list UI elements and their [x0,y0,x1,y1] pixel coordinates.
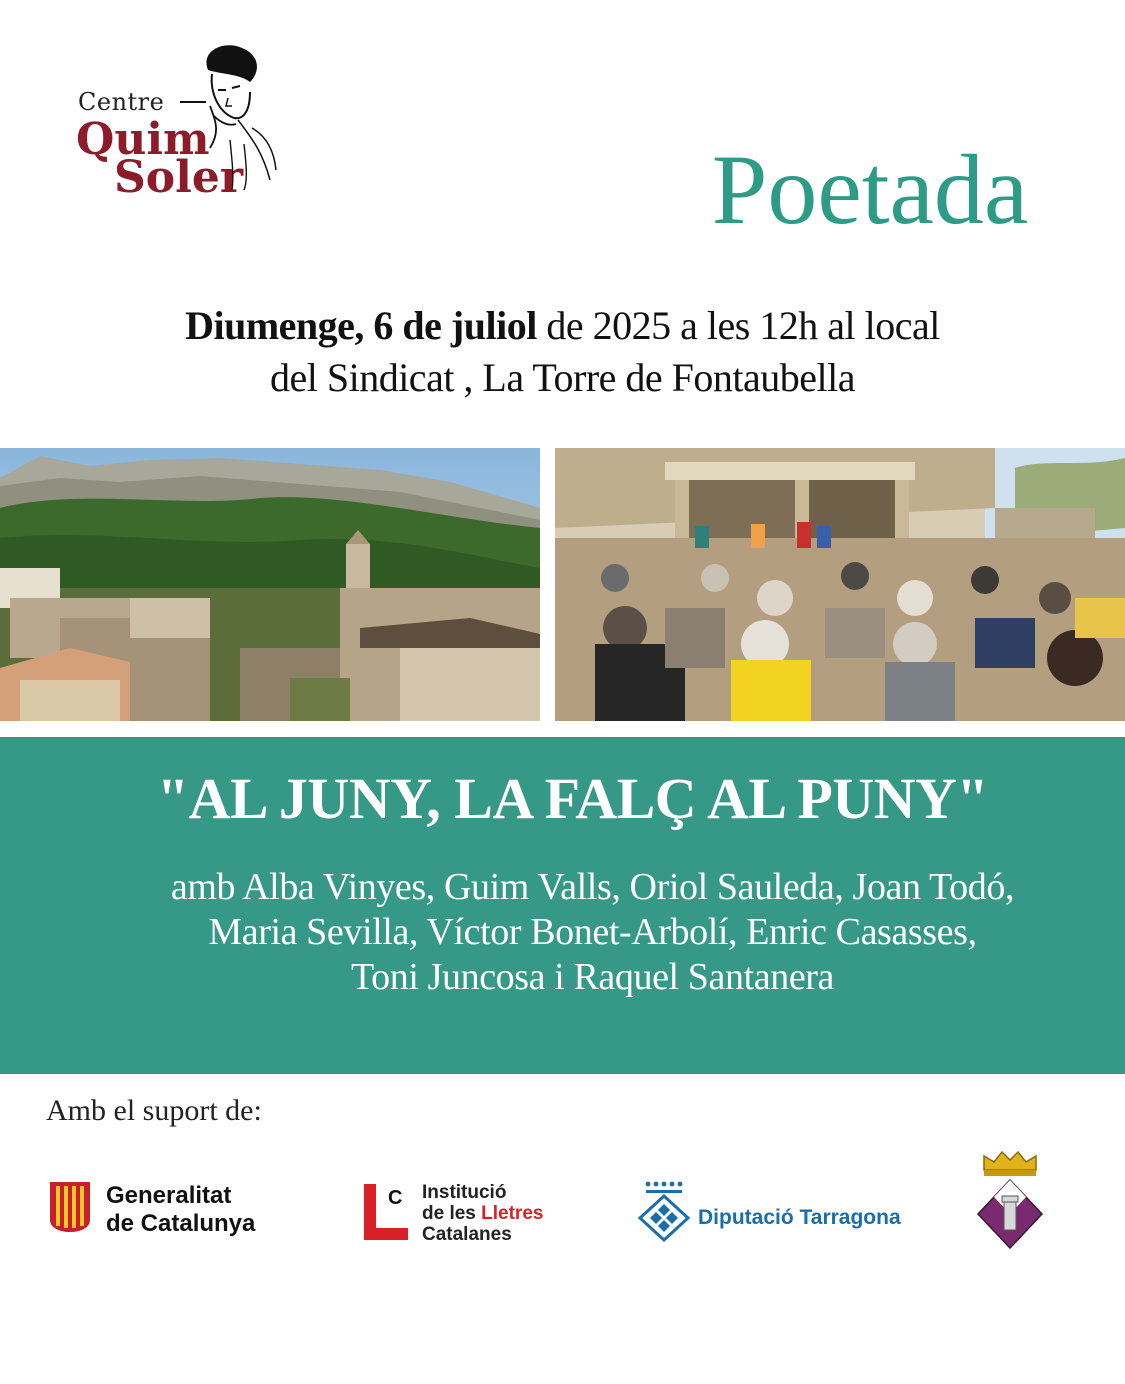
municipal-coat-of-arms [972,1148,1048,1250]
logo-word-soler: Soler [114,152,244,203]
logo-word-centre: Centre [78,88,165,116]
ilc-line-1: Institució [422,1182,507,1203]
logo-word-quim: Quim [76,114,210,165]
ilc-line-2a: de les [422,1203,482,1224]
event-details [0,300,1125,404]
ilc-line-2b: Lletres [481,1203,544,1224]
poetry-headline: "AL JUNY, LA FALÇ AL PUNY" [156,766,989,831]
ilc-line-2 [422,1203,543,1224]
audience-photo [555,448,1125,721]
generalitat-line: de Catalunya [106,1210,256,1237]
event-time: de 2025 a les 12h al local [536,303,940,348]
participants-list [0,865,1125,1000]
support-label: Amb el suport de: [46,1094,262,1127]
diputacio-emblem-icon [636,1178,692,1242]
institucio-lletres-catalanes-logo [362,1180,582,1246]
participants-line: Toni Juncosa i Raquel Santanera [350,956,835,998]
participants-line: Maria Sevilla, Víctor Bonet-Arbolí, Enric Casasses, [208,911,977,953]
diputacio-name: Diputació Tarragona [698,1206,901,1229]
centre-quim-soler-logo [70,40,290,203]
ilc-line-3: Catalanes [422,1224,512,1245]
event-date-line [0,300,1125,352]
event-place: del Sindicat , La Torre de Fontaubella [269,355,856,400]
participants-line: amb Alba Vinyes, Guim Valls, Oriol Sauleda, Joan Todó, [170,866,1015,908]
generalitat-logo [46,1178,306,1242]
ilc-monogram-icon [362,1182,410,1244]
diputacio-tarragona-logo [636,1178,926,1248]
generalitat-line: Generalitat [106,1182,232,1209]
village-landscape-photo [0,448,540,721]
event-date: Diumenge, 6 de juliol [185,303,537,348]
headline-banner [0,737,1125,1074]
catalan-flag-shield-icon [46,1180,94,1234]
poet-portrait-sketch-icon [170,40,280,200]
crown-shield-icon [972,1148,1048,1250]
event-title: Poetada [711,134,1029,245]
svg-text:C: C [388,1187,403,1209]
